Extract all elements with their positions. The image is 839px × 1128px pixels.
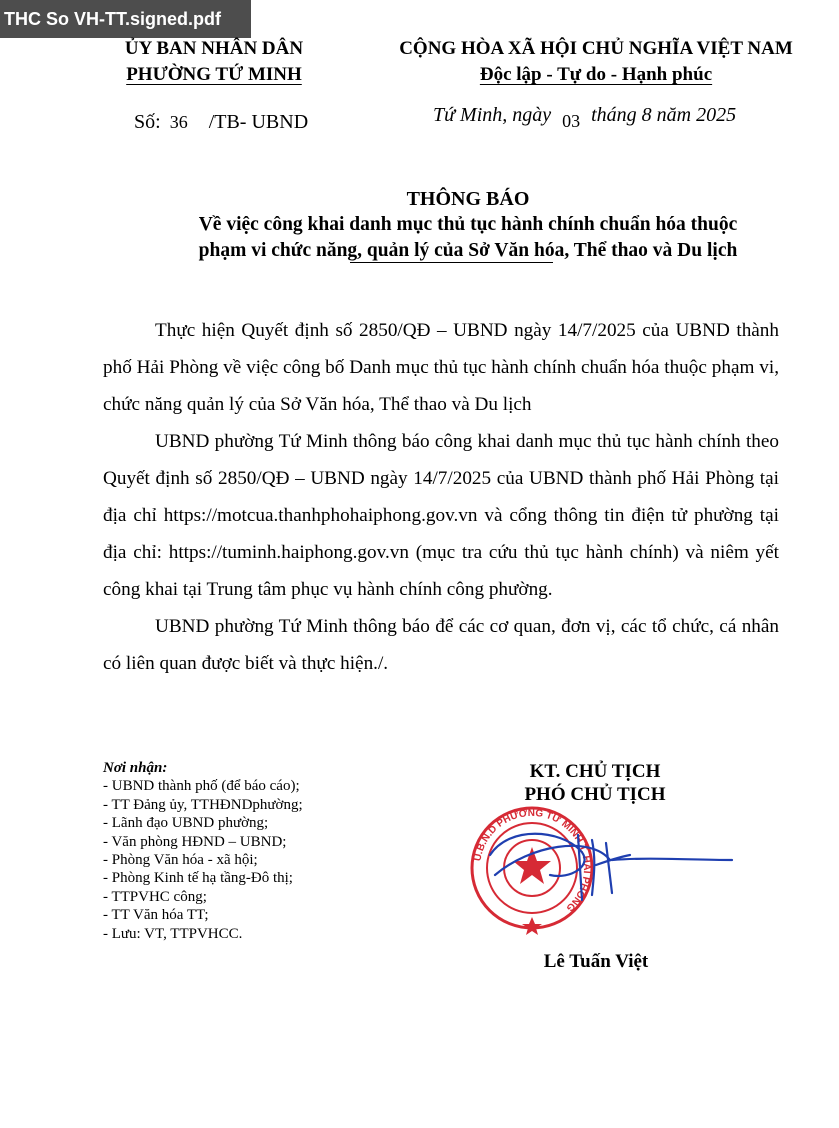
recipients-heading: Nơi nhận: — [103, 760, 168, 776]
seal-text: U.B.N.D PHƯỜNG TỨ MINH T. HẢI PHÒNG — [472, 807, 593, 914]
date-prefix: Tứ Minh, ngày — [433, 104, 552, 126]
signatory-title-line-1: KT. CHỦ TỊCH — [529, 761, 661, 782]
recipient-item: - Phòng Kinh tế hạ tầng-Đô thị; — [103, 870, 293, 887]
signatory-title-line-2: PHÓ CHỦ TỊCH — [524, 784, 666, 805]
recipient-item: - TT Đảng ủy, TTHĐNDphường; — [103, 796, 303, 813]
recipient-item: - TTPVHC công; — [103, 888, 207, 905]
file-name-tab[interactable]: THC So VH-TT.signed.pdf — [0, 0, 251, 38]
notice-subtitle-2: phạm vi chức năng, quản lý của Sở Văn hóa, Thể thao và Du lịch — [198, 240, 738, 261]
issuer-line-2: PHƯỜNG TỨ MINH — [126, 64, 302, 85]
issuer-line-1: ỦY BAN NHÂN DÂN — [124, 38, 304, 59]
recipient-item: - UBND thành phố (để báo cáo); — [103, 778, 300, 795]
recipient-item: - Văn phòng HĐND – UBND; — [103, 833, 287, 850]
national-motto: Độc lập - Tự do - Hạnh phúc — [479, 64, 713, 85]
document-number-suffix: /TB- UBND — [208, 111, 309, 133]
recipient-item: - Phòng Văn hóa - xã hội; — [103, 852, 258, 869]
notice-title: THÔNG BÁO — [406, 188, 530, 210]
document-number — [134, 111, 308, 134]
recipient-item: - TT Văn hóa TT; — [103, 907, 209, 924]
official-seal-and-signature — [470, 805, 750, 935]
document-date — [433, 104, 737, 131]
issuer-block — [98, 36, 330, 88]
title-underline — [350, 262, 553, 263]
document-number-prefix: Số: — [134, 111, 161, 133]
seal-bottom-star-icon — [522, 917, 542, 935]
national-title: CỘNG HÒA XÃ HỘI CHỦ NGHĨA VIỆT NAM — [399, 38, 793, 59]
date-rest: tháng 8 năm 2025 — [591, 104, 737, 126]
document-number-value: 36 — [169, 112, 188, 132]
signatory-name: Lê Tuấn Việt — [543, 951, 649, 972]
date-day: 03 — [562, 111, 581, 131]
notice-title-block — [100, 186, 836, 264]
notice-subtitle-1: Về việc công khai danh mục thủ tục hành chính chuẩn hóa thuộc — [198, 214, 738, 235]
body-paragraph-2: UBND phường Tứ Minh thông báo công khai danh mục thủ tục hành chính theo Quyết định số 2850/QĐ – UBND ngày 14/7/2025 của UBND thành phố Hải Phòng tại địa chỉ https://motcua.thanhphohaiphong.gov.vn và cổng thông tin điện tử phường tại địa chỉ: https://tuminh.haiphong.gov.vn (mục tra cứu thủ tục hành chính) và niêm yết công khai tại Trung tâm phục vụ hành chính công phường. — [103, 431, 779, 600]
recipients-list — [103, 759, 303, 943]
body-paragraph-1: Thực hiện Quyết định số 2850/QĐ – UBND ngày 14/7/2025 của UBND thành phố Hải Phòng về việc công bố Danh mục thủ tục hành chính chuẩn hóa thuộc phạm vi, chức năng quản lý của Sở Văn hóa, Thể thao và Du lịch — [103, 320, 779, 415]
signatory-title — [480, 760, 710, 806]
recipient-item: - Lưu: VT, TTPVHCC. — [103, 925, 243, 942]
national-motto-block — [380, 36, 812, 88]
recipient-item: - Lãnh đạo UBND phường; — [103, 815, 269, 832]
body-paragraph-3: UBND phường Tứ Minh thông báo để các cơ quan, đơn vị, các tổ chức, cá nhân có liên quan được biết và thực hiện./. — [103, 616, 779, 674]
notice-body — [103, 312, 779, 682]
